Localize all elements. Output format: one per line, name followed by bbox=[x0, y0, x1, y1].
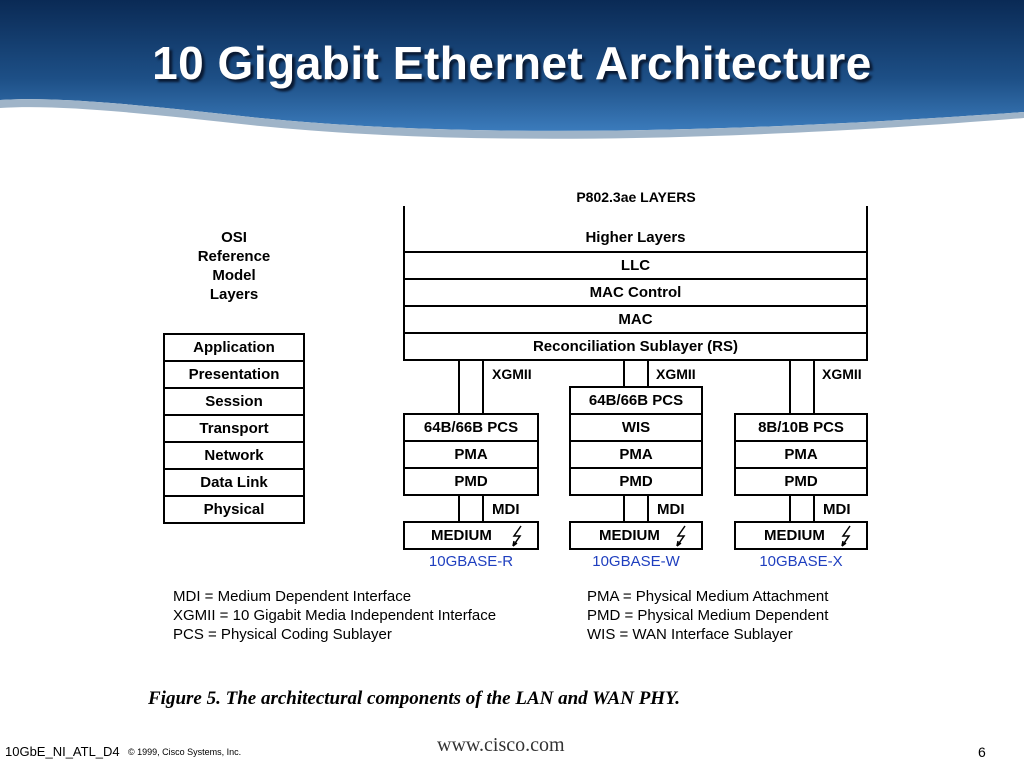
mdi-connector bbox=[789, 495, 791, 522]
lightning-icon bbox=[838, 525, 858, 547]
osi-layer-application: Application bbox=[163, 333, 305, 362]
xgmii-connector bbox=[789, 360, 791, 414]
medium-label: MEDIUM bbox=[431, 527, 492, 544]
pcs-box: 64B/66B PCS bbox=[569, 386, 703, 415]
legend-entry: PMD = Physical Medium Dependent bbox=[587, 607, 829, 624]
xgmii-label-x: XGMII bbox=[822, 366, 862, 382]
osi-layer-network: Network bbox=[163, 441, 305, 470]
mdi-label: MDI bbox=[492, 501, 520, 518]
mdi-connector bbox=[813, 495, 815, 522]
xgmii-connector bbox=[647, 360, 649, 388]
pmd-box: PMD bbox=[403, 467, 539, 496]
mdi-connector bbox=[647, 495, 649, 522]
xgmii-label-w: XGMII bbox=[656, 366, 696, 382]
xgmii-label-r: XGMII bbox=[492, 366, 532, 382]
pcs-box: 8B/10B PCS bbox=[734, 413, 868, 442]
legend-right bbox=[587, 587, 828, 644]
osi-layer-data-link: Data Link bbox=[163, 468, 305, 497]
layer-llc: LLC bbox=[403, 251, 868, 280]
stack-left-edge bbox=[403, 206, 405, 226]
legend-entry: PCS = Physical Coding Sublayer bbox=[173, 626, 392, 643]
legend-entry: MDI = Medium Dependent Interface bbox=[173, 588, 412, 605]
osi-heading-line: OSI bbox=[221, 229, 247, 246]
phy-name: 10GBASE-X bbox=[759, 553, 843, 570]
medium-box bbox=[569, 521, 703, 550]
legend-entry: XGMII = 10 Gigabit Media Independent Interface bbox=[173, 607, 497, 624]
osi-layer-session: Session bbox=[163, 387, 305, 416]
footer-url: www.cisco.com bbox=[437, 734, 565, 756]
footer-copyright: © 1999, Cisco Systems, Inc. bbox=[128, 747, 242, 757]
mdi-label: MDI bbox=[657, 501, 685, 518]
pma-box: PMA bbox=[734, 440, 868, 469]
xgmii-connector bbox=[482, 360, 484, 414]
osi-heading bbox=[170, 228, 298, 304]
mdi-connector bbox=[458, 495, 460, 522]
pmd-box: PMD bbox=[734, 467, 868, 496]
p8023ae-heading: P802.3ae LAYERS bbox=[576, 189, 696, 205]
osi-heading-line: Reference bbox=[197, 248, 271, 265]
slide-title: 10 Gigabit Ethernet Architecture bbox=[152, 37, 872, 89]
medium-box bbox=[734, 521, 868, 550]
wis-box: WIS bbox=[569, 413, 703, 442]
layer-mac: MAC bbox=[403, 305, 868, 334]
layer-reconciliation-sublayer: Reconciliation Sublayer (RS) bbox=[403, 332, 868, 361]
pma-box: PMA bbox=[403, 440, 539, 469]
mdi-connector bbox=[623, 495, 625, 522]
xgmii-connector bbox=[623, 360, 625, 388]
layer-mac-control: MAC Control bbox=[403, 278, 868, 307]
xgmii-connector bbox=[813, 360, 815, 414]
mdi-label: MDI bbox=[823, 501, 851, 518]
legend-entry: WIS = WAN Interface Sublayer bbox=[587, 626, 793, 643]
mdi-connector bbox=[482, 495, 484, 522]
pmd-box: PMD bbox=[569, 467, 703, 496]
medium-label: MEDIUM bbox=[599, 527, 660, 544]
legend-entry: PMA = Physical Medium Attachment bbox=[587, 588, 829, 605]
medium-box bbox=[403, 521, 539, 550]
pma-box: PMA bbox=[569, 440, 703, 469]
page-number: 6 bbox=[978, 744, 986, 760]
figure-caption: Figure 5. The architectural components of the LAN and WAN PHY. bbox=[148, 688, 681, 709]
pcs-box: 64B/66B PCS bbox=[403, 413, 539, 442]
osi-layer-presentation: Presentation bbox=[163, 360, 305, 389]
xgmii-connector bbox=[458, 360, 460, 414]
lightning-icon bbox=[509, 525, 529, 547]
stack-right-edge bbox=[866, 206, 868, 226]
osi-layer-transport: Transport bbox=[163, 414, 305, 443]
osi-heading-line: Layers bbox=[209, 286, 259, 303]
phy-name: 10GBASE-R bbox=[428, 553, 514, 570]
osi-layer-physical: Physical bbox=[163, 495, 305, 524]
medium-label: MEDIUM bbox=[764, 527, 825, 544]
lightning-icon bbox=[673, 525, 693, 547]
footer-doc-id: 10GbE_NI_ATL_D4 bbox=[5, 744, 120, 759]
phy-name: 10GBASE-W bbox=[592, 553, 680, 570]
osi-heading-line: Model bbox=[212, 267, 256, 284]
layer-higher-layers: Higher Layers bbox=[403, 224, 868, 253]
legend-left bbox=[173, 587, 496, 644]
